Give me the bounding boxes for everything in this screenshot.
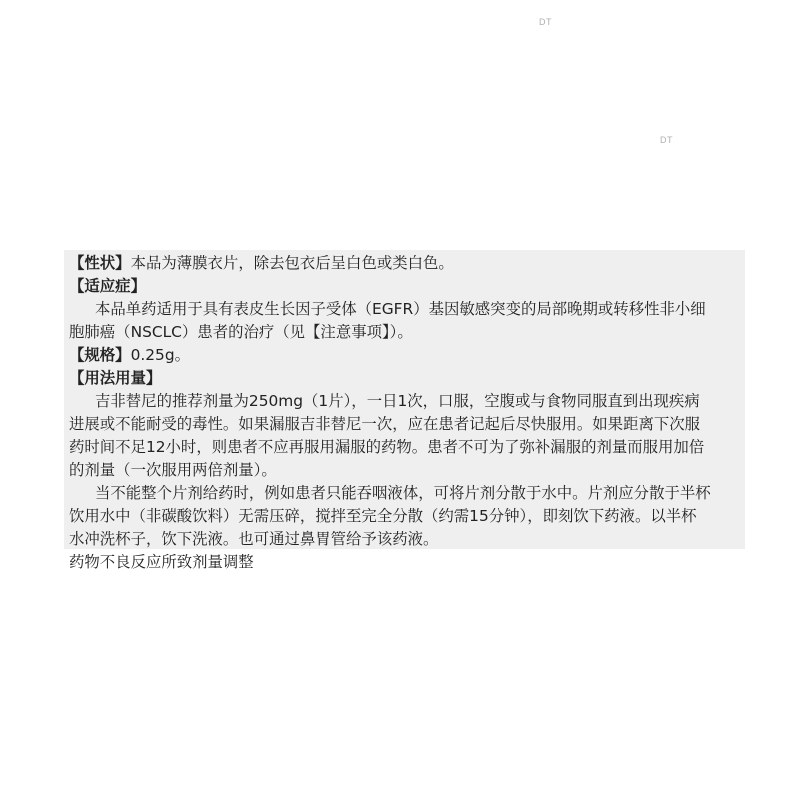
properties-line xyxy=(69,252,745,275)
section-label-indications: 【适应症】 xyxy=(69,277,146,295)
document-panel xyxy=(64,250,745,571)
dosage-line: 药时间不足12小时，则患者不应再服用漏服的药物。患者不可为了弥补漏服的剂量而服用加倍 xyxy=(69,438,705,456)
watermark-text: DT xyxy=(539,17,552,27)
footer-text: 药物不良反应所致剂量调整 xyxy=(69,553,254,571)
dosage-heading xyxy=(69,367,745,390)
indications-heading xyxy=(69,275,745,298)
dosage-line: 水冲洗杯子，饮下洗液。也可通过鼻胃管给予该药液。 xyxy=(69,530,439,548)
section-label-specification: 【规格】 xyxy=(69,346,131,364)
dosage-line: 进展或不能耐受的毒性。如果漏服吉非替尼一次，应在患者记起后尽快服用。如果距离下次服 xyxy=(69,415,701,433)
dosage-line: 的剂量（一次服用两倍剂量）。 xyxy=(69,461,277,479)
section-label-dosage: 【用法用量】 xyxy=(69,369,162,387)
dosage-line: 吉非替尼的推荐剂量为250mg（1片），一日1次，口服，空腹或与食物同服直到出现疾病 xyxy=(95,392,700,410)
properties-text: 本品为薄膜衣片，除去包衣后呈白色或类白色。 xyxy=(130,254,454,272)
indications-line: 本品单药适用于具有表皮生长因子受体（EGFR）基因敏感突变的局部晚期或转移性非小细 xyxy=(95,300,706,318)
indications-line: 胞肺癌（NSCLC）患者的治疗（见【注意事项】）。 xyxy=(69,323,413,341)
watermark-text: DT xyxy=(660,135,673,145)
specification-line xyxy=(69,344,745,367)
specification-text: 0.25g。 xyxy=(130,346,191,364)
section-label-properties: 【性状】 xyxy=(69,254,131,272)
dosage-line: 饮用水中（非碳酸饮料）无需压碎，搅拌至完全分散（约需15分钟），即刻饮下药液。以半杯 xyxy=(69,507,697,525)
dosage-line: 当不能整个片剂给药时，例如患者只能吞咽液体，可将片剂分散于水中。片剂应分散于半杯 xyxy=(95,484,711,502)
